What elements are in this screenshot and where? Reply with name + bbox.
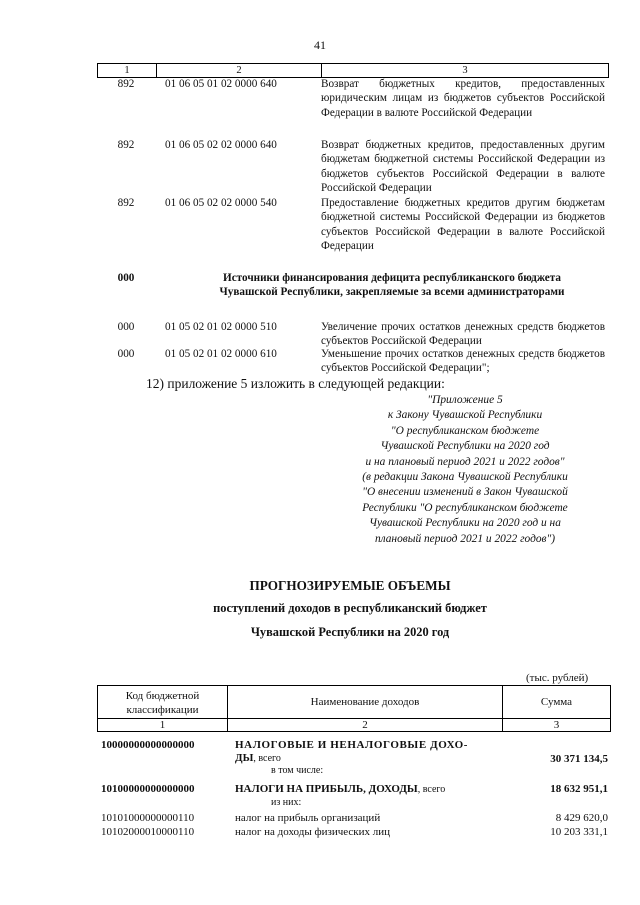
document-subtitle: поступлений доходов в республиканский бюджет (213, 601, 487, 615)
admin-code: 000 (117, 348, 135, 360)
appendix-line: Чувашской Республики на 2020 год и на (369, 517, 561, 530)
admin-code: 000 (117, 272, 135, 284)
income-sub-note: в том числе: (271, 765, 324, 776)
income-name-bold: ДЫ (235, 751, 254, 764)
budget-code: 01 06 05 02 02 0000 640 (165, 139, 277, 151)
income-name-line2 (235, 752, 499, 766)
table1-col2-header: 2 (157, 64, 322, 77)
income-sum: 8 429 620,0 (555, 812, 608, 824)
budget-code: 01 05 02 01 02 0000 610 (165, 348, 277, 360)
units-label: (тыс. рублей) (526, 672, 589, 684)
section-title-line2: Чувашской Республики, закрепляемые за всеми администраторами (219, 286, 565, 299)
section-title (175, 271, 609, 300)
code-header-line2: классификации (126, 704, 199, 716)
income-code: 10102000010000110 (101, 826, 195, 838)
income-code: 10100000000000000 (101, 783, 195, 795)
table2-name-header: Наименование доходов (227, 685, 503, 719)
admin-code: 892 (117, 139, 135, 151)
income-name-bold: НАЛОГИ НА ПРИБЫЛЬ, ДОХОДЫ (235, 783, 418, 795)
appendix-line: "Приложение 5 (427, 394, 503, 406)
section-title-line1: Источники финансирования дефицита республиканского бюджета (223, 272, 561, 284)
income-name-line1: НАЛОГОВЫЕ И НЕНАЛОГОВЫЕ ДОХО- (235, 739, 468, 751)
admin-code: 892 (117, 78, 135, 90)
appendix-line: и на плановый период 2021 и 2022 годов" (365, 455, 565, 468)
paragraph-12: 12) приложение 5 изложить в следующей редакции: (146, 376, 445, 391)
document-title: ПРОГНОЗИРУЕМЫЕ ОБЪЕМЫ (249, 578, 451, 593)
page-number: 41 (314, 38, 326, 52)
budget-code: 01 05 02 01 02 0000 510 (165, 321, 277, 333)
source-name: Возврат бюджетных кредитов, предоставленных юридическим лицам из бюджетов субъектов Российской Федерации в валюте Российской Федерации (321, 78, 605, 119)
table1-col1-header: 1 (98, 64, 157, 77)
income-sum: 18 632 951,1 (550, 783, 608, 795)
income-name (235, 783, 499, 809)
income-name (235, 739, 499, 778)
appendix-line: Республики "О республиканском бюджете (362, 501, 568, 514)
appendix-line: (в редакции Закона Чувашской Республики (362, 471, 568, 484)
source-name: Предоставление бюджетных кредитов другим бюджетам бюджетной системы Российской Федерации из бюджетов субъектов Российской Федерации в валюте Российской Федерации (321, 197, 605, 252)
appendix-note (330, 393, 600, 547)
table2-code-header (97, 685, 228, 719)
income-code: 10000000000000000 (101, 739, 195, 751)
income-sum: 10 203 331,1 (550, 826, 608, 838)
code-header-line1: Код бюджетной (125, 690, 200, 702)
income-name: налог на прибыль организаций (235, 812, 381, 824)
table2-sum-header: Сумма (502, 685, 611, 719)
income-name: налог на доходы физических лиц (235, 826, 391, 838)
income-code: 10101000000000110 (101, 812, 195, 824)
income-name-rest: , всего (253, 752, 281, 764)
income-name-line1 (235, 783, 499, 797)
admin-code: 892 (117, 197, 135, 209)
table2-col2-number: 2 (227, 718, 503, 732)
appendix-line: плановый период 2021 и 2022 годов") (374, 532, 556, 545)
table1-col3-header: 3 (462, 65, 468, 76)
budget-code: 01 06 05 01 02 0000 640 (165, 78, 277, 90)
table1-header (97, 63, 609, 78)
document-subtitle: Чувашской Республики на 2020 год (250, 625, 450, 639)
income-sub-note: из них: (271, 796, 302, 808)
source-name: Возврат бюджетных кредитов, предоставленных другим бюджетам бюджетной системы Российской Федерации из бюджетов субъектов Российской Федерации в валюте Российской Федерации (321, 139, 605, 194)
table2-col1-number: 1 (97, 718, 228, 732)
budget-code: 01 06 05 02 02 0000 540 (165, 197, 277, 209)
admin-code: 000 (117, 321, 135, 333)
income-sum: 30 371 134,5 (550, 753, 608, 765)
appendix-line: Чувашской Республики на 2020 год (380, 440, 550, 453)
appendix-line: "О внесении изменений в Закон Чувашской (362, 486, 568, 499)
income-name-rest: , всего (417, 784, 446, 795)
source-name: Уменьшение прочих остатков денежных средств бюджетов субъектов Российской Федерации"; (321, 348, 605, 375)
table2-col3-number: 3 (502, 718, 611, 732)
appendix-line: "О республиканском бюджете (390, 424, 540, 437)
appendix-line: к Закону Чувашской Республики (387, 409, 543, 422)
source-name: Увеличение прочих остатков денежных средств бюджетов субъектов Российской Федерации (321, 321, 605, 348)
